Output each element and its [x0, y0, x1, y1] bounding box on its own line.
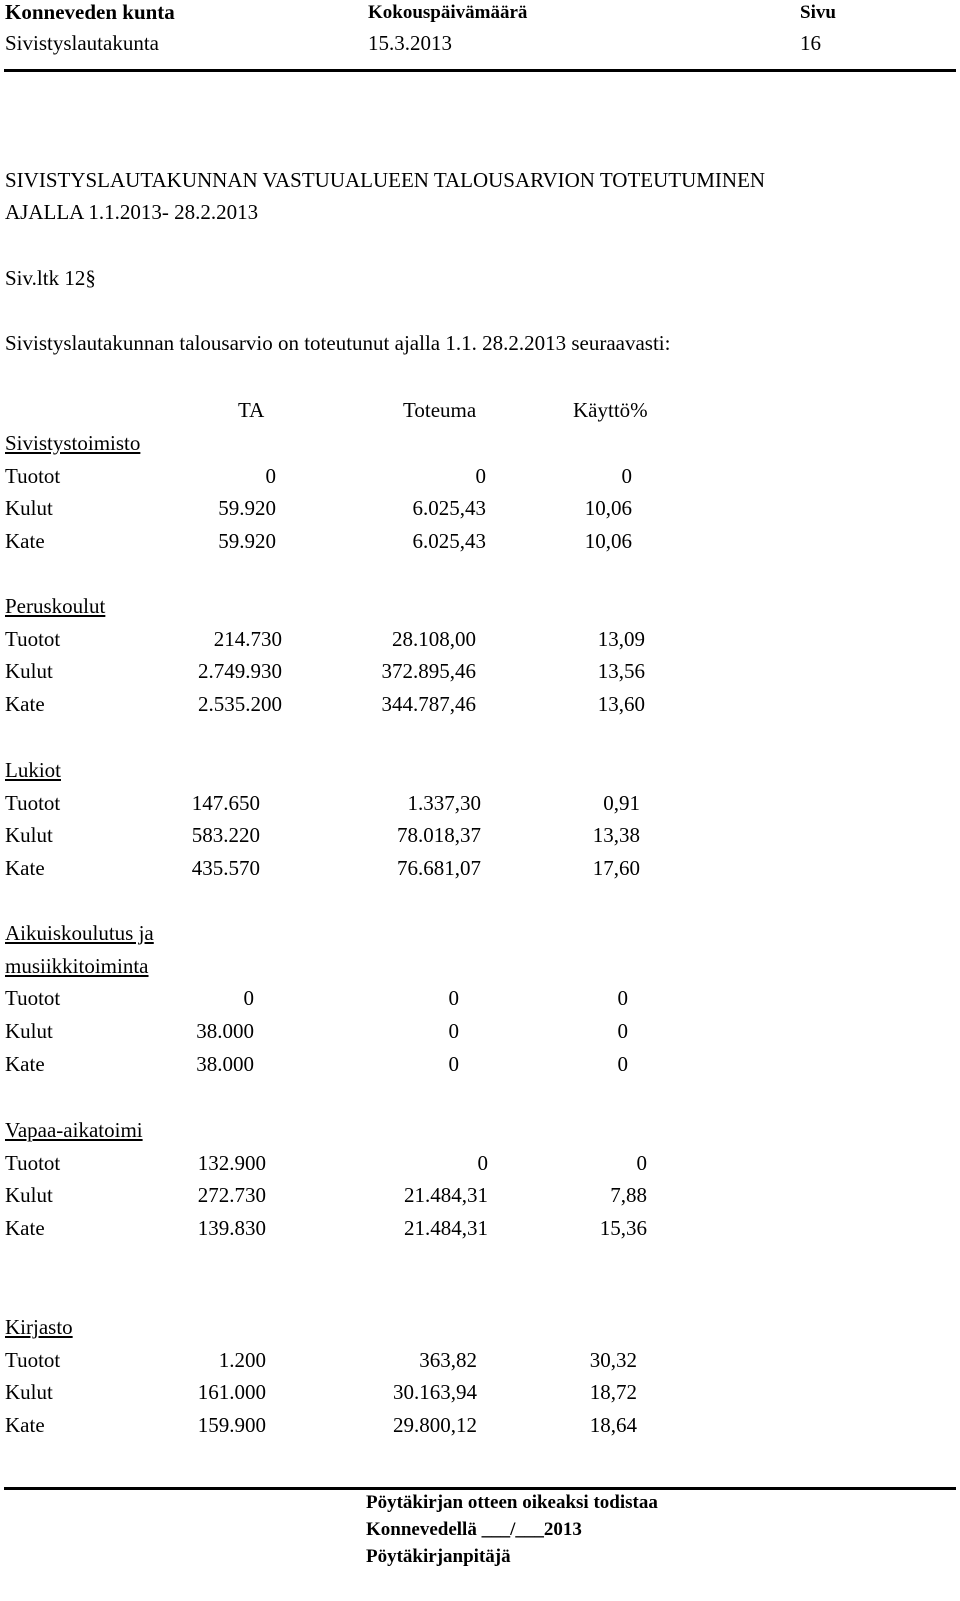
group-title: musiikkitoiminta — [5, 953, 149, 978]
ta-value: 2.535.200 — [198, 692, 282, 717]
row-label: Kulut — [5, 823, 53, 848]
row-label: Kulut — [5, 1019, 53, 1044]
group-title: Kirjasto — [5, 1315, 73, 1339]
group-title: Peruskoulut — [5, 594, 106, 618]
meeting-date-label: Kokouspäivämäärä — [368, 2, 528, 23]
row-label: Tuotot — [5, 1347, 61, 1372]
kaytto-value: 15,36 — [599, 1216, 647, 1241]
row-label: Kulut — [5, 496, 53, 521]
kaytto-value: 7,88 — [610, 1183, 647, 1208]
row-label: Tuotot — [5, 463, 61, 488]
footer-certify: Pöytäkirjan otteen oikeaksi todistaa — [366, 1492, 658, 1513]
kaytto-value: 13,09 — [597, 626, 645, 651]
ta-value: 0 — [243, 986, 254, 1011]
toteuma-value: 76.681,07 — [397, 856, 481, 881]
ta-value: 161.000 — [197, 1380, 266, 1405]
page-label: Sivu — [800, 2, 836, 23]
row-label: Kate — [5, 1216, 45, 1241]
kaytto-value: 30,32 — [589, 1347, 637, 1372]
ta-value: 38.000 — [196, 1019, 254, 1044]
toteuma-value: 0 — [448, 1051, 459, 1076]
kaytto-value: 13,56 — [597, 659, 645, 684]
group-title: Lukiot — [5, 758, 61, 782]
kaytto-value: 0 — [617, 1019, 628, 1044]
ta-value: 2.749.930 — [198, 659, 282, 684]
toteuma-value: 0 — [477, 1150, 488, 1175]
kaytto-value: 17,60 — [592, 856, 640, 881]
group-title: Sivistystoimisto — [5, 431, 141, 455]
row-label: Tuotot — [5, 986, 61, 1011]
toteuma-value: 6.025,43 — [412, 496, 486, 521]
row-label: Kulut — [5, 659, 53, 684]
intro-text: Sivistyslautakunnan talousarvio on toteutunut ajalla 1.1. 28.2.2013 seuraavasti: — [5, 331, 671, 355]
document-title-line1: SIVISTYSLAUTAKUNNAN VASTUUALUEEN TALOUSARVION TOTEUTUMINEN — [5, 168, 766, 192]
kaytto-value: 0,91 — [603, 790, 640, 815]
row-label: Kate — [5, 856, 45, 881]
footer-rule — [4, 1487, 956, 1490]
ta-value: 214.730 — [213, 626, 282, 651]
toteuma-value: 29.800,12 — [393, 1413, 477, 1438]
column-header-ta: TA — [238, 398, 265, 422]
toteuma-value: 28.108,00 — [392, 626, 476, 651]
toteuma-value: 0 — [448, 1019, 459, 1044]
ta-value: 59.920 — [218, 496, 276, 521]
row-label: Kate — [5, 692, 45, 717]
toteuma-value: 21.484,31 — [404, 1216, 488, 1241]
kaytto-value: 13,60 — [597, 692, 645, 717]
toteuma-value: 0 — [448, 986, 459, 1011]
ta-value: 147.650 — [191, 790, 260, 815]
kaytto-value: 0 — [636, 1150, 647, 1175]
toteuma-value: 6.025,43 — [412, 529, 486, 554]
ta-value: 59.920 — [218, 529, 276, 554]
toteuma-value: 344.787,46 — [381, 692, 476, 717]
row-label: Tuotot — [5, 626, 61, 651]
org-name: Konneveden kunta — [5, 0, 175, 24]
kaytto-value: 0 — [617, 986, 628, 1011]
row-label: Kate — [5, 1051, 45, 1076]
kaytto-value: 18,64 — [589, 1413, 637, 1438]
ta-value: 132.900 — [197, 1150, 266, 1175]
kaytto-value: 10,06 — [584, 529, 632, 554]
column-header-kaytto: Käyttö% — [573, 398, 648, 422]
ta-value: 38.000 — [196, 1051, 254, 1076]
ta-value: 583.220 — [191, 823, 260, 848]
ta-value: 159.900 — [197, 1413, 266, 1438]
ta-value: 1.200 — [218, 1347, 266, 1372]
section-reference: Siv.ltk 12§ — [5, 266, 96, 290]
ta-value: 0 — [265, 463, 276, 488]
toteuma-value: 1.337,30 — [407, 790, 481, 815]
column-header-toteuma: Toteuma — [403, 398, 477, 422]
meeting-date: 15.3.2013 — [368, 31, 452, 55]
document-title-line2: AJALLA 1.1.2013- 28.2.2013 — [5, 200, 259, 224]
footer-signer: Pöytäkirjanpitäjä — [366, 1546, 511, 1567]
kaytto-value: 0 — [617, 1051, 628, 1076]
ta-value: 435.570 — [191, 856, 260, 881]
row-label: Kulut — [5, 1380, 53, 1405]
row-label: Tuotot — [5, 790, 61, 815]
toteuma-value: 30.163,94 — [393, 1380, 477, 1405]
kaytto-value: 10,06 — [584, 496, 632, 521]
toteuma-value: 21.484,31 — [404, 1183, 488, 1208]
group-title: Vapaa-aikatoimi — [5, 1118, 143, 1142]
toteuma-value: 78.018,37 — [397, 823, 481, 848]
kaytto-value: 0 — [621, 463, 632, 488]
page-number: 16 — [800, 31, 821, 55]
ta-value: 139.830 — [197, 1216, 266, 1241]
kaytto-value: 18,72 — [589, 1380, 637, 1405]
row-label: Kate — [5, 529, 45, 554]
kaytto-value: 13,38 — [592, 823, 640, 848]
footer-place-date: Konnevedellä ___/___2013 — [366, 1519, 582, 1540]
ta-value: 272.730 — [197, 1183, 266, 1208]
row-label: Kate — [5, 1413, 45, 1438]
toteuma-value: 363,82 — [419, 1347, 477, 1372]
toteuma-value: 372.895,46 — [381, 659, 476, 684]
row-label: Tuotot — [5, 1150, 61, 1175]
group-title: Aikuiskoulutus ja — [5, 921, 154, 945]
committee-name: Sivistyslautakunta — [5, 31, 159, 55]
header-rule — [4, 69, 956, 72]
toteuma-value: 0 — [475, 463, 486, 488]
row-label: Kulut — [5, 1183, 53, 1208]
